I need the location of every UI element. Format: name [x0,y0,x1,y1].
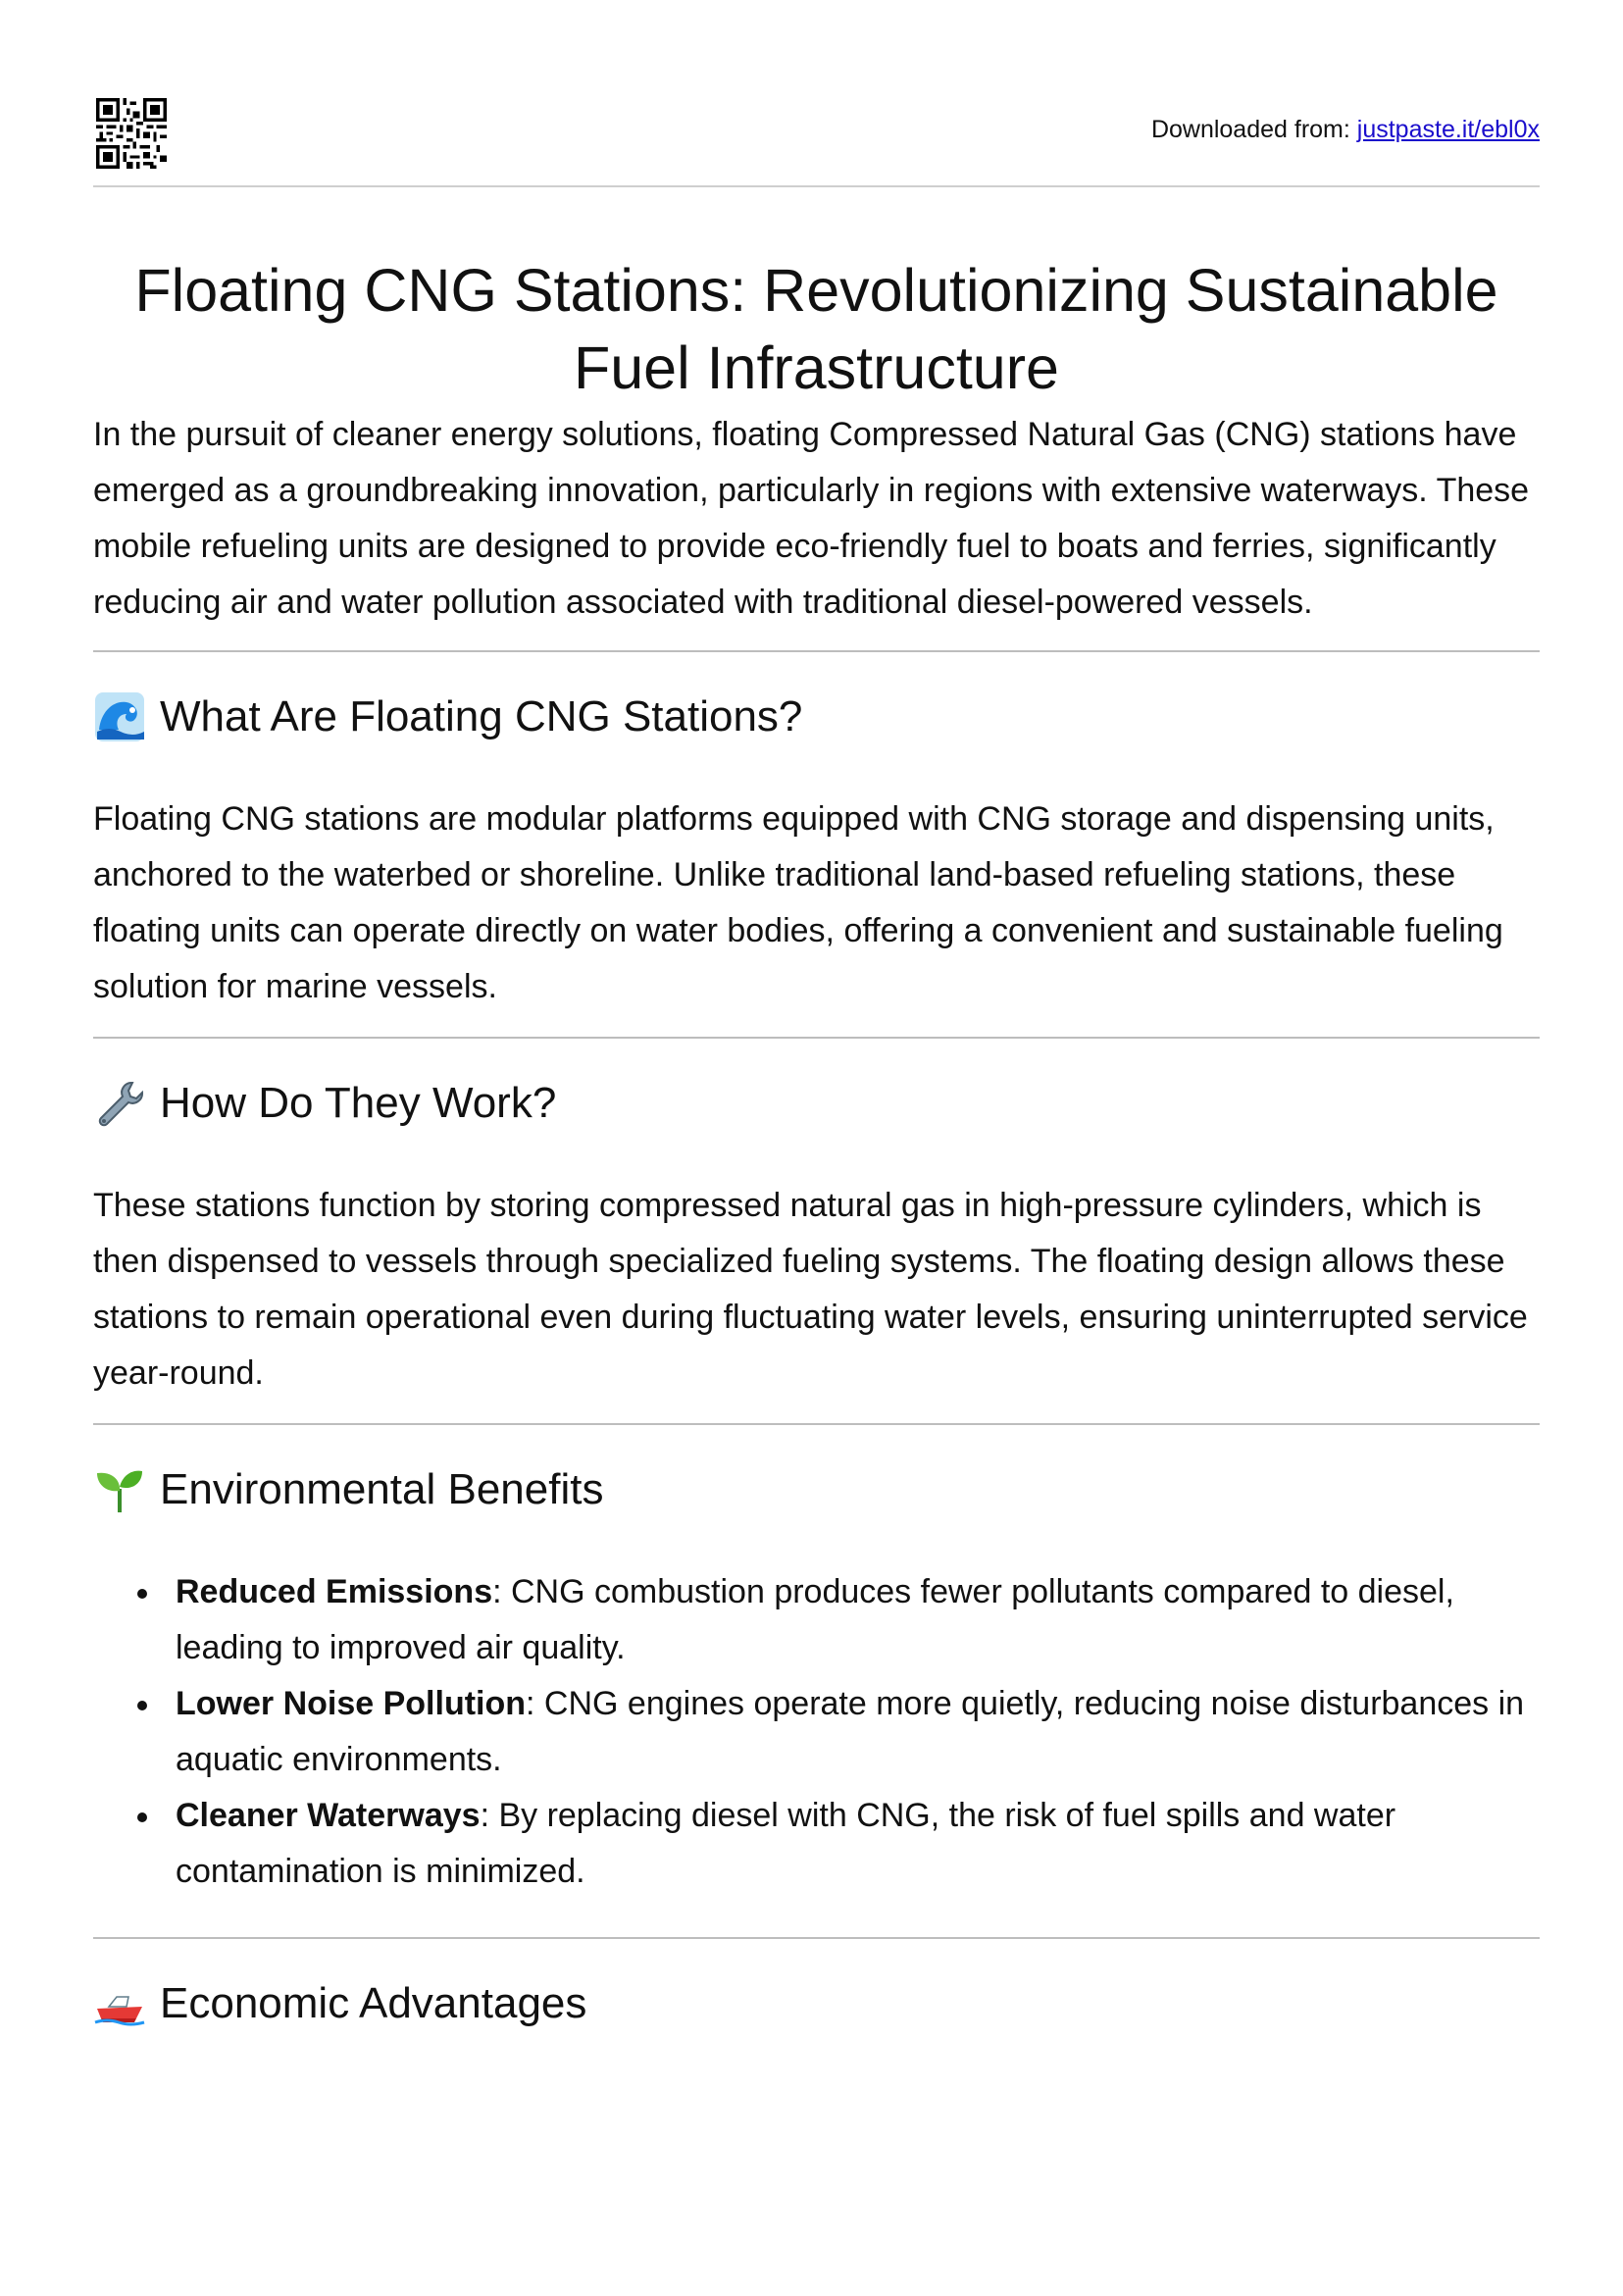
section-divider [93,1423,1540,1425]
downloaded-from-note [1151,116,1540,144]
wave-icon [93,690,146,743]
section-divider [93,1037,1540,1039]
wrench-icon [93,1077,146,1130]
benefits-list [93,1564,1540,1900]
downloaded-label: Downloaded from: [1150,116,1350,143]
seedling-icon [93,1463,146,1516]
section-heading [93,1460,1540,1519]
section-heading-text: Environmental Benefits [160,1465,604,1513]
section-paragraph: Floating CNG stations are modular platforms equipped with CNG storage and dispensing units, anchored to the waterbed or shoreline. Unlike traditional land-based refueling stations, these floating units can operate directly on water bodies, offering a convenient and sustainable fueling solution for marine vessels. [93,800,1503,1005]
list-item [93,1788,1540,1900]
item-term: Reduced Emissions [176,1573,493,1610]
section-divider [93,650,1540,652]
section-heading-text: What Are Floating CNG Stations? [160,692,803,740]
list-item [93,1564,1540,1676]
page-title [93,187,1540,407]
source-link[interactable]: justpaste.it/ebl0x [1356,116,1540,143]
page-header [93,0,1540,187]
title-line-2: Fuel Infrastructure [574,334,1059,401]
section-paragraph: These stations function by storing compressed natural gas in high-pressure cylinders, which is then dispensed to vessels through specialized fueling systems. The floating design allows these stations to remain operational even during fluctuating water levels, ensuring uninterrupted service year-round. [93,1187,1528,1392]
qr-code-icon [96,98,167,169]
section-heading-text: How Do They Work? [160,1079,557,1127]
section-environmental [93,1460,1540,1900]
section-heading [93,1074,1540,1133]
item-term: Cleaner Waterways [176,1797,481,1834]
speedboat-icon [93,1977,146,2030]
item-term: Lower Noise Pollution [176,1685,527,1722]
section-heading [93,688,1540,746]
item-text: : CNG engines operate more quietly, reducing noise disturbances in aquatic environments. [176,1685,1525,1778]
section-what-are [93,688,1540,1015]
list-item [93,1676,1540,1788]
section-divider [93,1937,1540,1939]
title-line-1: Floating CNG Stations: Revolutionizing Sustainable [134,257,1498,324]
section-how-work [93,1074,1540,1402]
intro-paragraph: In the pursuit of cleaner energy solutions, floating Compressed Natural Gas (CNG) stations have emerged as a groundbreaking innovation, particularly in regions with extensive waterways. These mobile refueling units are designed to provide eco-friendly fuel to boats and ferries, significantly reducing air and water pollution associated with traditional diesel-powered vessels. [93,416,1530,621]
item-text: : By replacing diesel with CNG, the risk of fuel spills and water contamination is minimized. [176,1797,1396,1890]
section-economic [93,1974,1540,2033]
section-heading-text: Economic Advantages [160,1979,587,2027]
item-text: : CNG combustion produces fewer pollutants compared to diesel, leading to improved air quality. [176,1573,1454,1666]
section-heading [93,1974,1540,2033]
document-page [93,0,1540,2033]
